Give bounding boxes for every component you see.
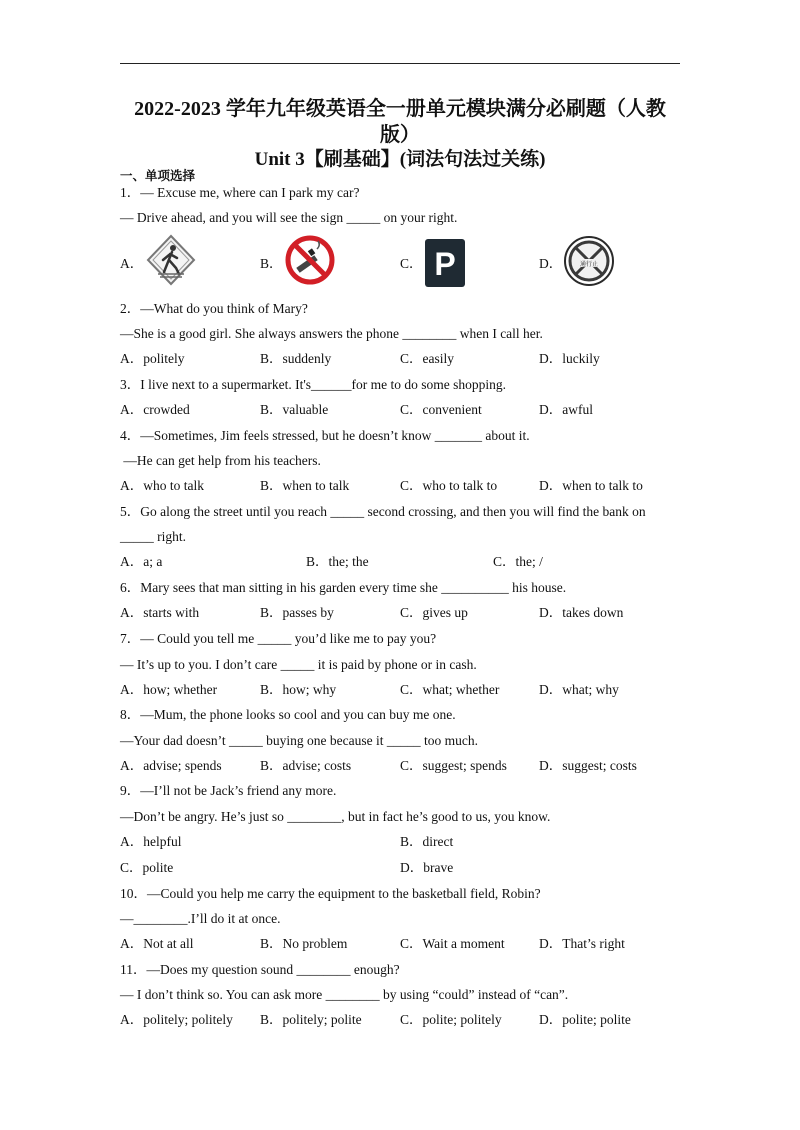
question-7-option-c[interactable]: C．what; whether <box>400 682 500 697</box>
question-3-prompt: 3．I live next to a supermarket. It's______for me to do some shopping. <box>120 377 506 392</box>
question-3-option-d[interactable]: D．awful <box>539 402 593 417</box>
pedestrian-crossing-sign-icon <box>146 234 196 286</box>
question-9-option-d[interactable]: D．brave <box>400 860 454 875</box>
question-4-option-c[interactable]: C．who to talk to <box>400 478 498 493</box>
question-8-option-b[interactable]: B．advise; costs <box>260 758 352 773</box>
question-2-option-c[interactable]: C．easily <box>400 351 454 366</box>
question-6-option-c[interactable]: C．gives up <box>400 605 468 620</box>
question-7-option-b[interactable]: B．how; why <box>260 682 337 697</box>
question-7-option-d[interactable]: D．what; why <box>539 682 619 697</box>
parking-sign-icon <box>424 238 466 288</box>
question-2-prompt: 2．—What do you think of Mary? <box>120 301 308 316</box>
parking-sign-letter: P <box>434 246 456 282</box>
question-3-option-a[interactable]: A．crowded <box>120 402 190 417</box>
page-title-line2: 版） <box>380 124 420 146</box>
question-10-option-d[interactable]: D．That’s right <box>539 936 625 951</box>
question-6-option-d[interactable]: D．takes down <box>539 605 624 620</box>
question-4-option-a[interactable]: A．who to talk <box>120 478 204 493</box>
question-1-option-b[interactable]: B． <box>260 256 283 271</box>
question-5-option-b[interactable]: B．the; the <box>306 554 369 569</box>
question-1-reply: — Drive ahead, and you will see the sign _____ on your right. <box>120 210 458 225</box>
question-10-option-a[interactable]: A．Not at all <box>120 936 194 951</box>
question-2-option-d[interactable]: D．luckily <box>539 351 600 366</box>
question-1-option-c[interactable]: C． <box>400 256 423 271</box>
question-11-option-d[interactable]: D．polite; polite <box>539 1012 631 1027</box>
question-9-option-a[interactable]: A．helpful <box>120 834 182 849</box>
question-11-option-c[interactable]: C．polite; politely <box>400 1012 502 1027</box>
question-11-option-b[interactable]: B．politely; polite <box>260 1012 362 1027</box>
question-5-prompt: 5．Go along the street until you reach _____ second crossing, and then you will find the bank on <box>120 504 646 519</box>
question-6-option-b[interactable]: B．passes by <box>260 605 334 620</box>
question-11-option-a[interactable]: A．politely; politely <box>120 1012 233 1027</box>
no-passing-sign-icon <box>563 235 615 287</box>
question-8-reply: —Your dad doesn’t _____ buying one because it _____ too much. <box>120 733 478 748</box>
question-4-reply: —He can get help from his teachers. <box>120 453 321 468</box>
section-heading: 一、单项选择 <box>120 168 196 183</box>
question-5-option-c[interactable]: C．the; / <box>493 554 543 569</box>
question-11-prompt: 11．—Does my question sound ________ enough? <box>120 962 400 977</box>
no-passing-sign-text: 通行止 <box>579 261 599 268</box>
question-1-option-d[interactable]: D． <box>539 256 563 271</box>
question-3-option-b[interactable]: B．valuable <box>260 402 329 417</box>
question-8-option-d[interactable]: D．suggest; costs <box>539 758 637 773</box>
question-5-option-a[interactable]: A．a; a <box>120 554 163 569</box>
question-9-prompt: 9．—I’ll not be Jack’s friend any more. <box>120 783 337 798</box>
page-subtitle: Unit 3【刷基础】(词法句法过关练) <box>254 149 546 170</box>
question-8-prompt: 8．—Mum, the phone looks so cool and you can buy me one. <box>120 707 456 722</box>
question-10-reply: —________.I’ll do it at once. <box>120 911 281 926</box>
page-title-line1: 2022-2023 学年九年级英语全一册单元模块满分必刷题（人教 <box>134 98 666 120</box>
question-5-prompt-cont: _____ right. <box>120 529 186 544</box>
question-2-reply: —She is a good girl. She always answers the phone ________ when I call her. <box>120 326 543 341</box>
question-6-option-a[interactable]: A．starts with <box>120 605 200 620</box>
question-2-option-a[interactable]: A．politely <box>120 351 185 366</box>
question-2-option-b[interactable]: B．suddenly <box>260 351 332 366</box>
no-smoking-sign-icon <box>285 235 335 285</box>
question-7-reply: — It’s up to you. I don’t care _____ it is paid by phone or in cash. <box>120 657 477 672</box>
question-9-option-b[interactable]: B．direct <box>400 834 454 849</box>
question-8-option-c[interactable]: C．suggest; spends <box>400 758 507 773</box>
question-9-option-c[interactable]: C．polite <box>120 860 174 875</box>
question-10-prompt: 10．—Could you help me carry the equipment to the basketball field, Robin? <box>120 886 541 901</box>
question-11-reply: — I don’t think so. You can ask more ________ by using “could” instead of “can”. <box>120 987 569 1002</box>
question-10-option-c[interactable]: C．Wait a moment <box>400 936 505 951</box>
question-4-option-b[interactable]: B．when to talk <box>260 478 350 493</box>
question-1-option-a[interactable]: A． <box>120 256 144 271</box>
question-10-option-b[interactable]: B．No problem <box>260 936 348 951</box>
question-4-prompt: 4．—Sometimes, Jim feels stressed, but he doesn’t know _______ about it. <box>120 428 530 443</box>
header-rule <box>120 63 680 64</box>
question-1-prompt: 1．— Excuse me, where can I park my car? <box>120 185 360 200</box>
question-8-option-a[interactable]: A．advise; spends <box>120 758 222 773</box>
question-7-prompt: 7．— Could you tell me _____ you’d like me to pay you? <box>120 631 437 646</box>
question-7-option-a[interactable]: A．how; whether <box>120 682 218 697</box>
question-6-prompt: 6．Mary sees that man sitting in his garden every time she __________ his house. <box>120 580 567 595</box>
question-3-option-c[interactable]: C．convenient <box>400 402 482 417</box>
question-4-option-d[interactable]: D．when to talk to <box>539 478 643 493</box>
question-9-reply: —Don’t be angry. He’s just so ________, but in fact he’s good to us, you know. <box>120 809 551 824</box>
